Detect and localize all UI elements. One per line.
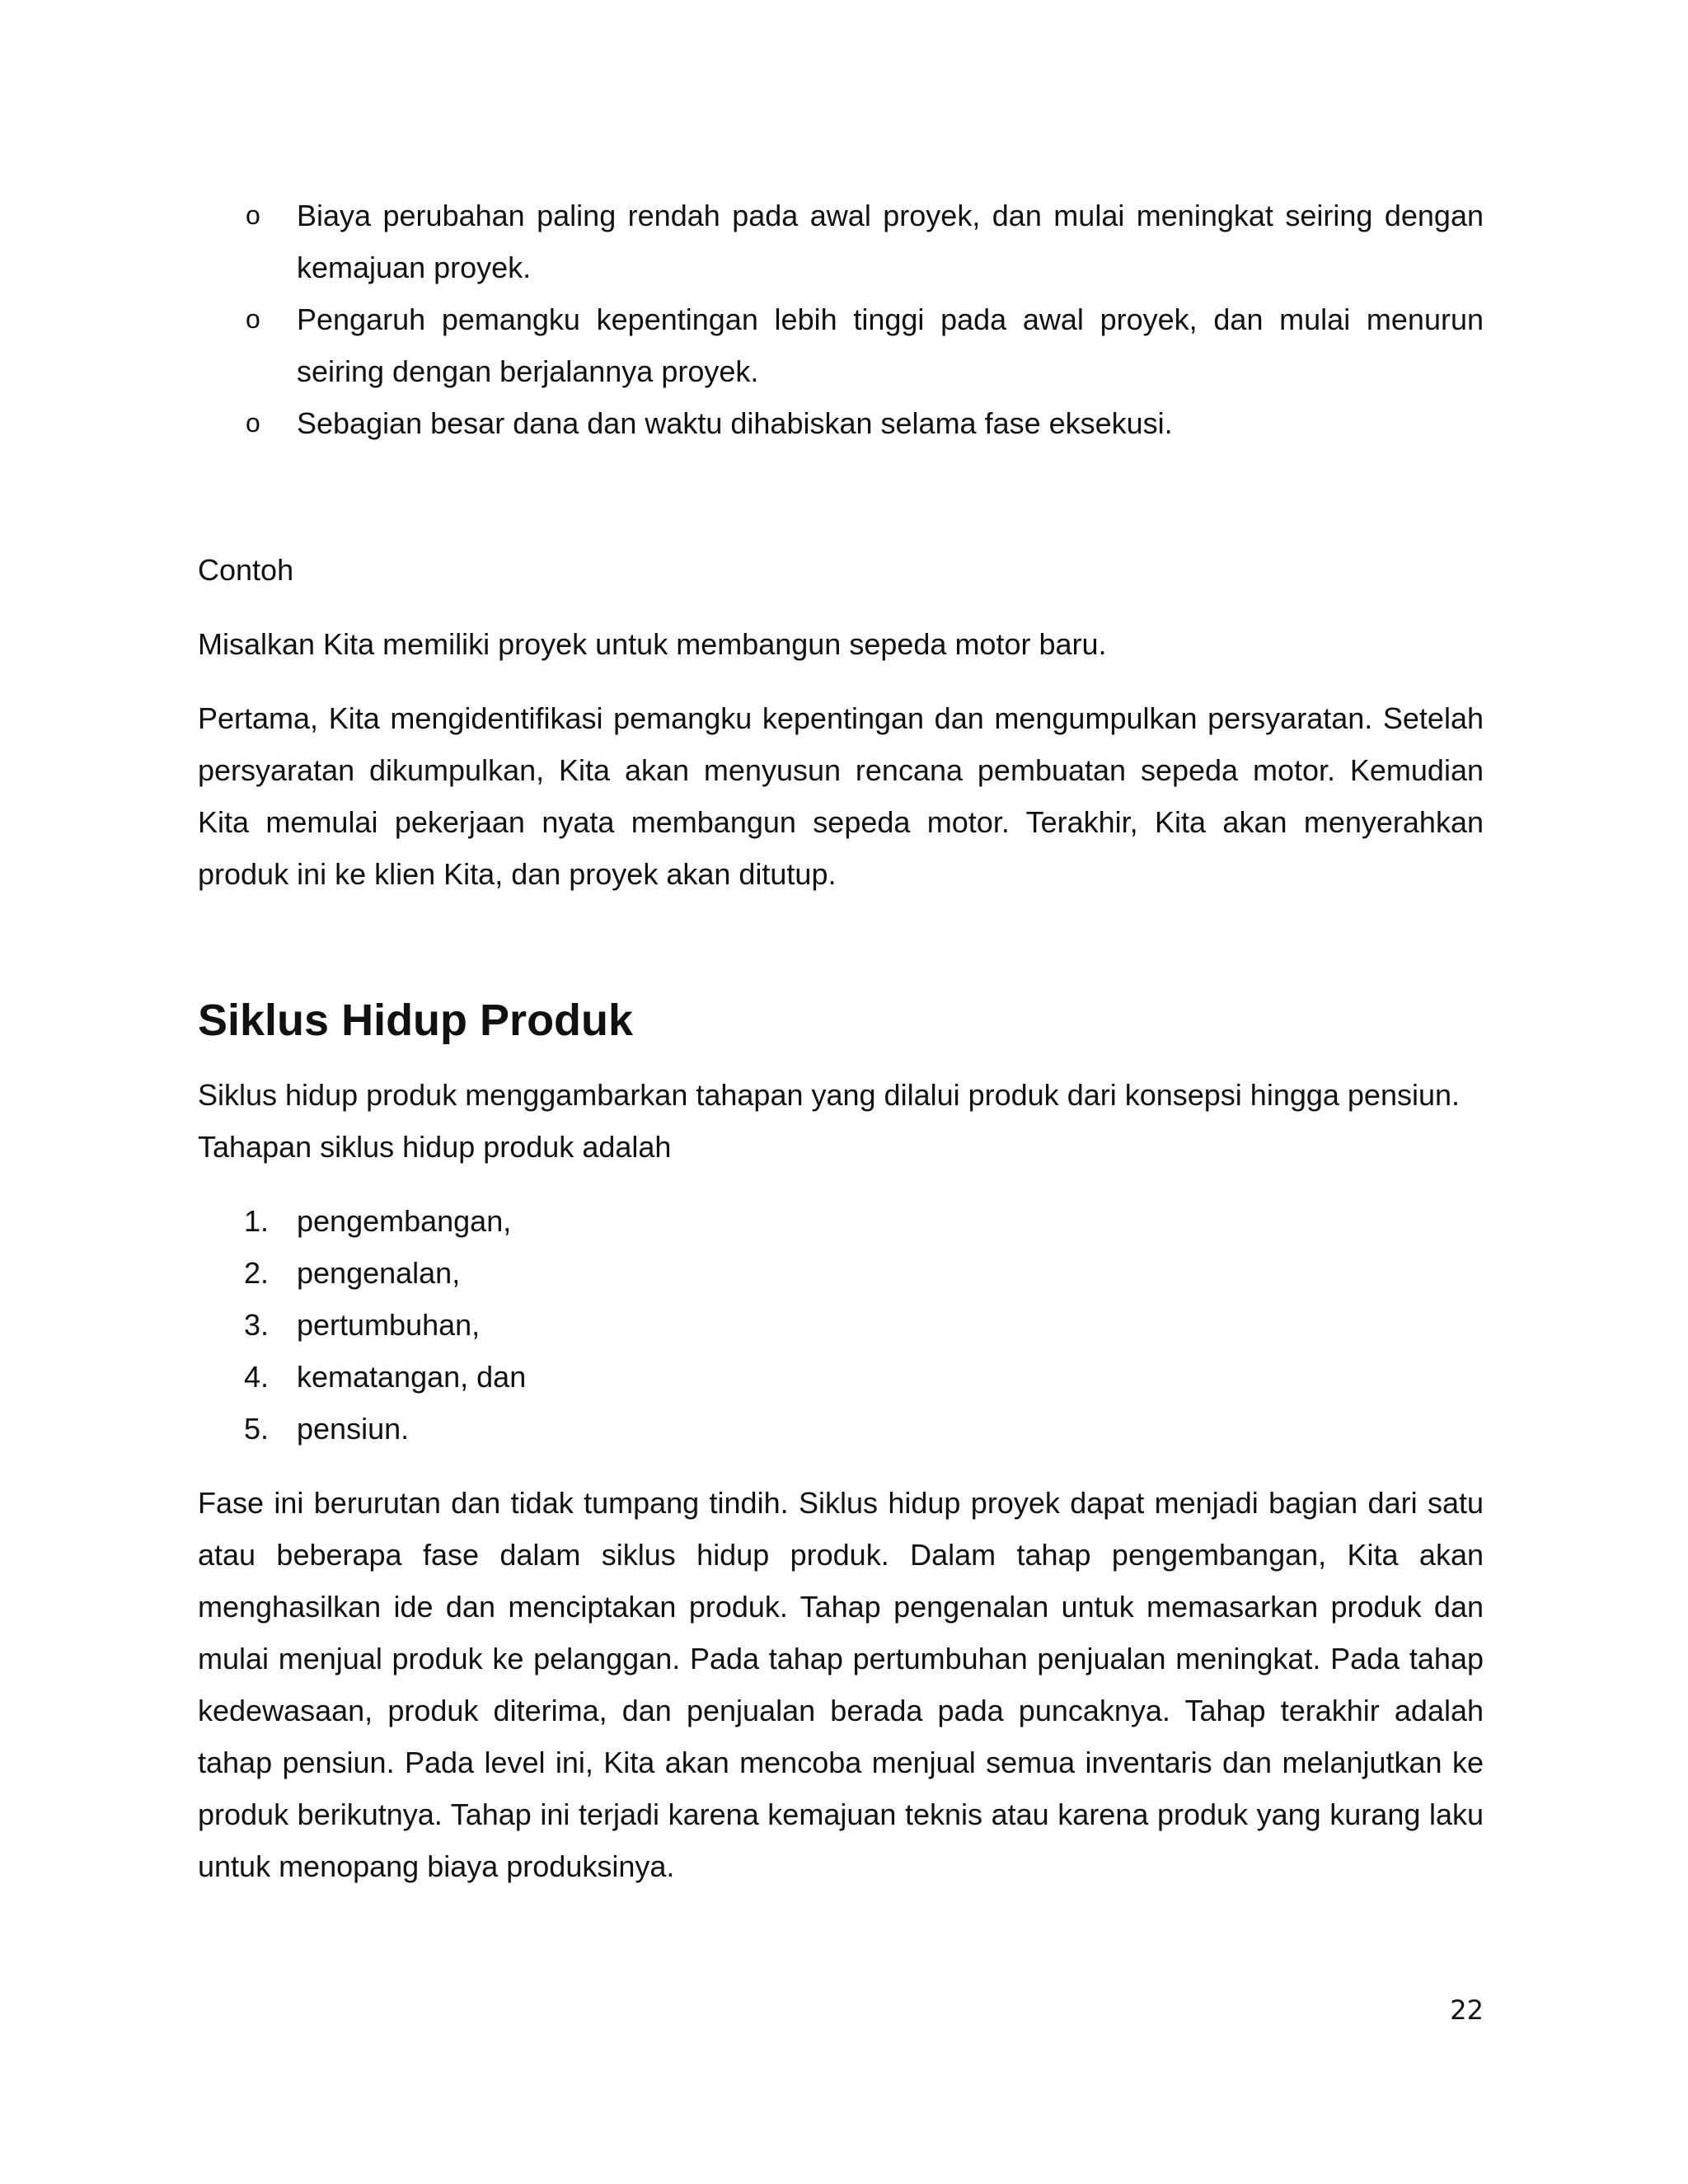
paragraph-line: Tahapan siklus hidup produk adalah <box>198 1130 672 1164</box>
bullet-marker: o <box>246 304 260 334</box>
list-text: pengenalan, <box>297 1256 461 1290</box>
list-text: pengembangan, <box>297 1204 512 1238</box>
list-item <box>198 1351 1484 1403</box>
bullet-item <box>198 293 1484 397</box>
bullet-marker: o <box>246 200 260 230</box>
bullet-list <box>198 190 1484 449</box>
list-number: 3. <box>244 1308 270 1342</box>
page-number: 22 <box>1450 1994 1484 2026</box>
paragraph-line: atau beberapa fase dalam siklus hidup produk. Dalam tahap pengembangan, Kita akan <box>198 1538 1484 1572</box>
list-item <box>198 1403 1484 1455</box>
bullet-line: Biaya perubahan paling rendah pada awal proyek, dan mulai meningkat seiring dengan <box>297 199 1484 232</box>
example-label: Contoh <box>198 553 294 587</box>
bullet-item <box>198 190 1484 293</box>
stages-list <box>198 1195 1484 1455</box>
list-number: 2. <box>244 1256 270 1290</box>
list-text: pensiun. <box>297 1412 410 1446</box>
bullet-marker: o <box>246 408 260 438</box>
paragraph-line: persyaratan dikumpulkan, Kita akan menyusun rencana pembuatan sepeda motor. Kemudian <box>198 753 1484 787</box>
list-number: 4. <box>244 1360 270 1394</box>
list-number: 5. <box>244 1412 270 1446</box>
paragraph-line: Fase ini berurutan dan tidak tumpang tindih. Siklus hidup proyek dapat menjadi bagian dari satu <box>198 1486 1484 1520</box>
section-heading: Siklus Hidup Produk <box>198 996 634 1045</box>
paragraph-line: untuk menopang biaya produksinya. <box>198 1849 675 1883</box>
paragraph-line: menghasilkan ide dan menciptakan produk. Tahap pengenalan untuk memasarkan produk dan <box>198 1590 1484 1624</box>
section-intro <box>198 1069 1484 1173</box>
paragraph-line: produk ini ke klien Kita, dan proyek akan ditutup. <box>198 857 837 891</box>
example-paragraph <box>198 692 1484 900</box>
list-text: pertumbuhan, <box>297 1308 481 1342</box>
list-item <box>198 1299 1484 1351</box>
paragraph-line: Kita memulai pekerjaan nyata membangun sepeda motor. Terakhir, Kita akan menyerahkan <box>198 805 1484 839</box>
bullet-line: seiring dengan berjalannya proyek. <box>297 354 759 388</box>
list-item <box>198 1195 1484 1247</box>
paragraph-line: Siklus hidup produk menggambarkan tahapan yang dilalui produk dari konsepsi hingga pensiun. <box>198 1078 1461 1112</box>
bullet-line: kemajuan proyek. <box>297 251 532 284</box>
list-text: kematangan, dan <box>297 1360 527 1394</box>
list-number: 1. <box>244 1204 270 1238</box>
bullet-item <box>198 397 1484 449</box>
page-content <box>198 190 1484 1892</box>
paragraph-line: produk berikutnya. Tahap ini terjadi karena kemajuan teknis atau karena produk yang kurang laku <box>198 1797 1484 1831</box>
paragraph-line: Pertama, Kita mengidentifikasi pemangku kepentingan dan mengumpulkan persyaratan. Setelah <box>198 701 1484 735</box>
list-item <box>198 1247 1484 1299</box>
bullet-line: Sebagian besar dana dan waktu dihabiskan selama fase eksekusi. <box>297 406 1173 440</box>
paragraph-line: mulai menjual produk ke pelanggan. Pada tahap pertumbuhan penjualan meningkat. Pada tahap <box>198 1642 1484 1675</box>
paragraph-line: tahap pensiun. Pada level ini, Kita akan mencoba menjual semua inventaris dan melanjutkan ke <box>198 1746 1484 1779</box>
example-intro: Misalkan Kita memiliki proyek untuk membangun sepeda motor baru. <box>198 627 1107 661</box>
bullet-line: Pengaruh pemangku kepentingan lebih tinggi pada awal proyek, dan mulai menurun <box>297 302 1484 336</box>
paragraph-line: kedewasaan, produk diterima, dan penjualan berada pada puncaknya. Tahap terakhir adalah <box>198 1694 1484 1727</box>
closing-paragraph <box>198 1477 1484 1892</box>
